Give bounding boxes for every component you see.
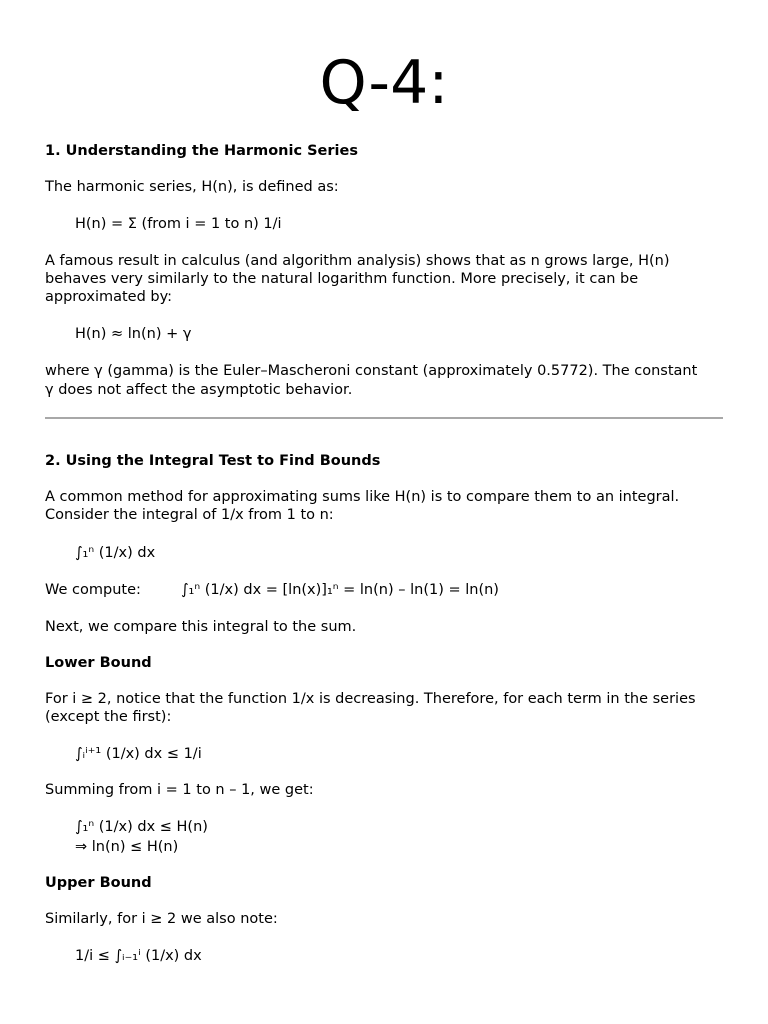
approximation-formula: H(n) ≈ ln(n) + γ (75, 326, 192, 342)
integral-formula: ∫₁ⁿ (1/x) dx (75, 545, 156, 561)
lower-bound-formula: ∫ᵢⁱ⁺¹ (1/x) dx ≤ 1/i (75, 746, 202, 762)
summing-sentence: Summing from i = 1 to n – 1, we get: (45, 782, 314, 798)
section-1-paragraph-line: behaves very similarly to the natural logarithm function. More precisely, it can be (45, 271, 639, 287)
section-2-paragraph-line: A common method for approximating sums like H(n) is to compare them to an integral. (45, 489, 680, 505)
compare-sentence: Next, we compare this integral to the sum. (45, 619, 357, 635)
sum-formula-line: ⇒ ln(n) ≤ H(n) (75, 839, 179, 855)
upper-bound-heading: Upper Bound (45, 875, 152, 891)
section-1-paragraph-line: A famous result in calculus (and algorithm analysis) shows that as n grows large, H(n) (45, 253, 670, 269)
section-divider (45, 417, 723, 419)
section-1-paragraph-line: approximated by: (45, 289, 173, 305)
lower-bound-paragraph-line: For i ≥ 2, notice that the function 1/x is decreasing. Therefore, for each term in the series (45, 691, 696, 707)
compute-formula: ∫₁ⁿ (1/x) dx = [ln(x)]₁ⁿ = ln(n) – ln(1) = ln(n) (181, 582, 499, 598)
compute-label: We compute: (45, 582, 141, 598)
lower-bound-heading: Lower Bound (45, 655, 152, 671)
upper-bound-paragraph: Similarly, for i ≥ 2 we also note: (45, 911, 278, 927)
section-2-heading: 2. Using the Integral Test to Find Bounds (45, 453, 381, 469)
sum-formula-line: ∫₁ⁿ (1/x) dx ≤ H(n) (75, 819, 208, 835)
gamma-explanation-line: γ does not affect the asymptotic behavior. (45, 382, 353, 398)
gamma-explanation-line: where γ (gamma) is the Euler–Mascheroni constant (approximately 0.5772). The constant (45, 363, 698, 379)
harmonic-definition-formula: H(n) = Σ (from i = 1 to n) 1/i (75, 216, 282, 232)
compute-line (45, 581, 499, 599)
section-2-paragraph-line: Consider the integral of 1/x from 1 to n: (45, 507, 334, 523)
page-title: Q-4: (319, 48, 449, 118)
upper-bound-formula: 1/i ≤ ∫ᵢ₋₁ⁱ (1/x) dx (75, 948, 202, 964)
lower-bound-paragraph-line: (except the first): (45, 709, 172, 725)
section-1-intro: The harmonic series, H(n), is defined as: (45, 179, 339, 195)
section-1-heading: 1. Understanding the Harmonic Series (45, 143, 358, 159)
